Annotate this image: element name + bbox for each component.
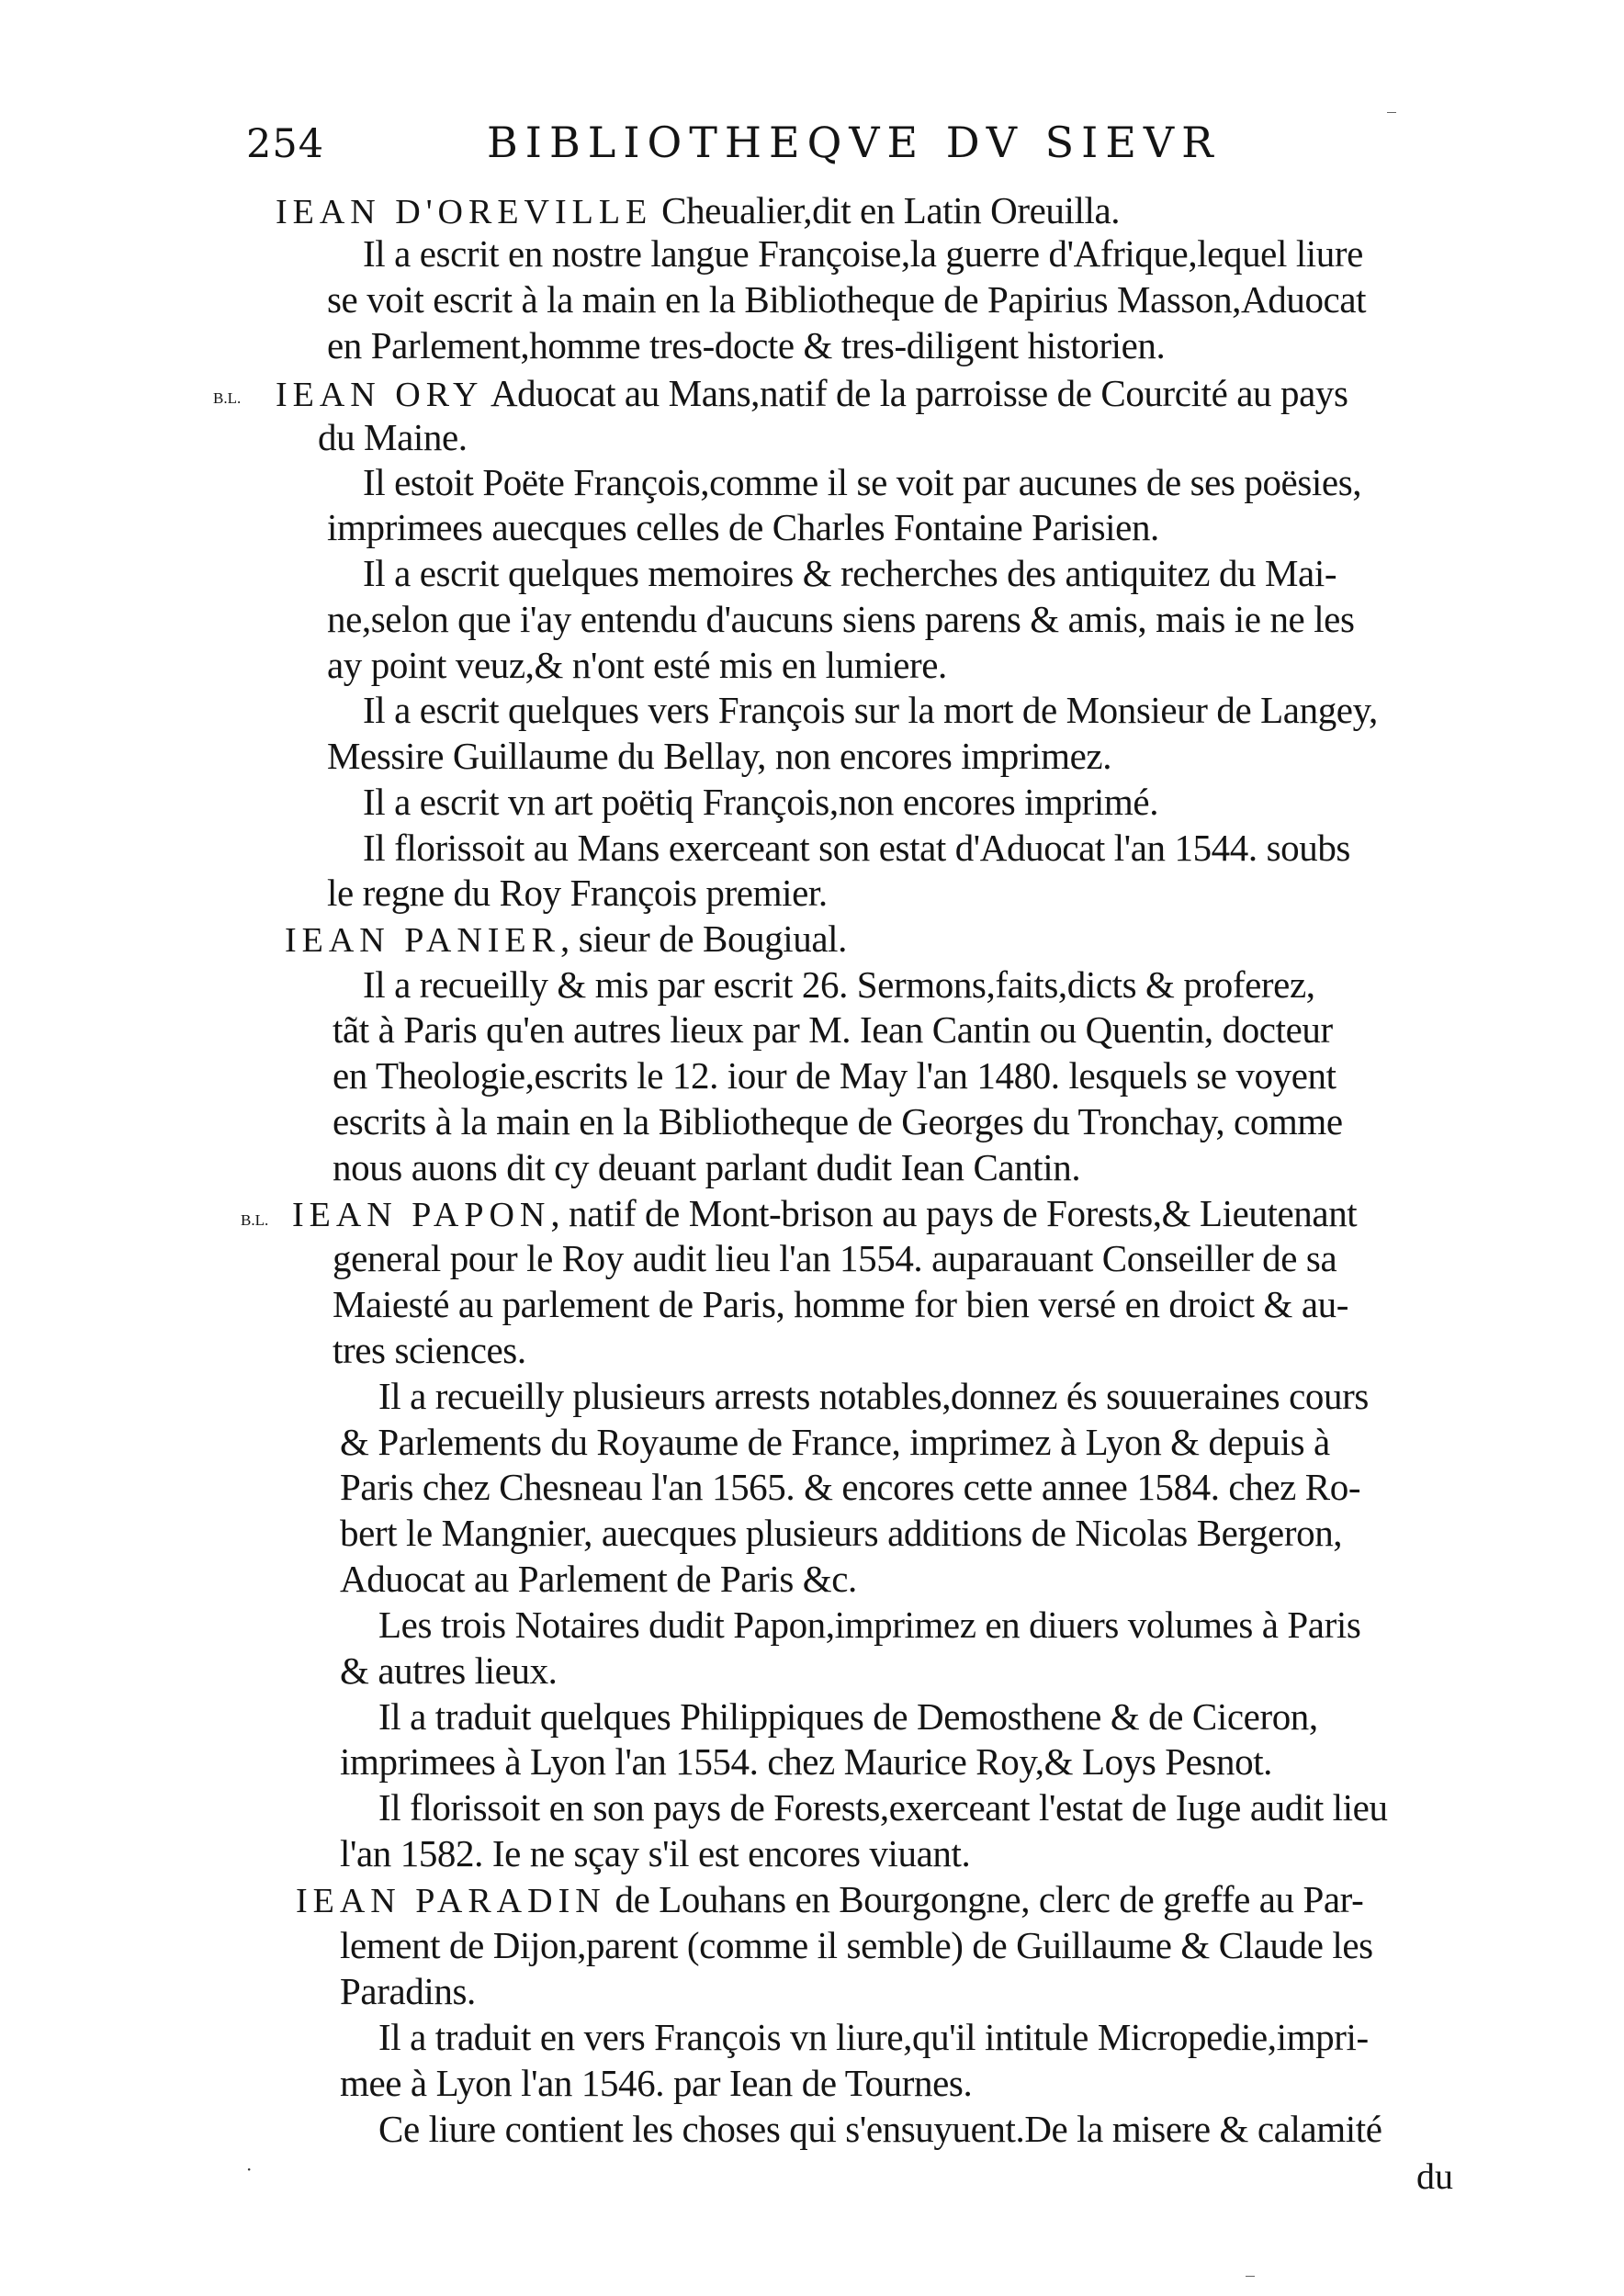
entry-heading [292,1192,1358,1234]
text-line: nous auons dit cy deuant parlant dudit Iean Cantin. [333,1146,1081,1188]
entry-name: IEAN D'OREVILLE [276,193,653,231]
text-line: mee à Lyon l'an 1546. par Iean de Tournes. [340,2062,973,2104]
entry-heading [296,1878,1364,1920]
text-line: ne,selon que i'ay entendu d'aucuns siens parens & amis, mais ie ne les [327,598,1355,640]
text-line: tres sciences. [333,1329,526,1371]
margin-note: B.L. [241,1211,269,1229]
text-line: Il a recueilly plusieurs arrests notables,donnez és souueraines cours [378,1375,1369,1417]
entry-heading-text: , natif de Mont-brison au pays de Forests,& Lieutenant [550,1192,1358,1234]
catchword: du [1416,2155,1453,2197]
text-line: imprimees à Lyon l'an 1554. chez Maurice Roy,& Loys Pesnot. [340,1740,1273,1783]
text-line: du Maine. [318,416,468,458]
text-line: & autres lieux. [340,1649,558,1692]
entry-name: IEAN ORY [276,376,484,414]
text-line: Aduocat au Parlement de Paris &c. [340,1558,857,1600]
entry-name: IEAN PANIER [285,921,560,960]
entry-heading-text: de Louhans en Bourgongne, clerc de greffe au Par- [605,1878,1364,1920]
text-line: Il estoit Poëte François,comme il se voit par aucunes de ses poësies, [363,461,1362,503]
text-line: Il a escrit quelques memoires & recherches des antiquitez du Mai- [363,552,1337,594]
text-line: general pour le Roy audit lieu l'an 1554. auparauant Conseiller de sa [333,1237,1337,1279]
text-line: Il a traduit quelques Philippiques de Demosthene & de Ciceron, [378,1695,1318,1738]
entry-name: IEAN PARADIN [296,1882,606,1920]
entry-heading [285,917,847,960]
text-line: en Theologie,escrits le 12. iour de May l'an 1480. lesquels se voyent [333,1054,1336,1097]
text-line: & Parlements du Royaume de France, imprimez à Lyon & depuis à [340,1421,1330,1463]
page-number: 254 [246,121,325,167]
text-line: Il a escrit en nostre langue Françoise,la guerre d'Afrique,lequel liure [363,232,1363,275]
running-head: BIBLIOTHEQVE DV SIEVR [487,118,1221,167]
text-line: Il a escrit quelques vers François sur la mort de Monsieur de Langey, [363,689,1378,731]
entry-heading [276,372,1348,414]
text-line: ay point veuz,& n'ont esté mis en lumiere. [327,644,947,686]
entry-heading [276,189,1121,231]
entry-heading-text: Aduocat au Mans,natif de la parroisse de Courcité au pays [483,372,1348,414]
ink-speck: ‾ [1246,2272,1255,2294]
ink-speck: ‾ [1387,108,1396,130]
text-line: en Parlement,homme tres-docte & tres-diligent historien. [327,324,1166,366]
text-line: Il a recueilly & mis par escrit 26. Sermons,faits,dicts & proferez, [363,963,1315,1006]
text-line: le regne du Roy François premier. [327,872,828,914]
text-line: Il a escrit vn art poëtiq François,non encores imprimé. [363,781,1159,823]
text-line: Maiesté au parlement de Paris, homme for bien versé en droict & au- [333,1283,1349,1325]
text-line: escrits à la main en la Bibliotheque de Georges du Tronchay, comme [333,1100,1343,1142]
text-line: Il a traduit en vers François vn liure,qu'il intitule Micropedie,impri- [378,2016,1369,2058]
text-line: Ce liure contient les choses qui s'ensuyuent.De la misere & calamité [378,2108,1382,2150]
text-line: tãt à Paris qu'en autres lieux par M. Iean Cantin ou Quentin, docteur [333,1008,1333,1051]
text-line: lement de Dijon,parent (comme il semble) de Guillaume & Claude les [340,1924,1373,1966]
text-line: l'an 1582. Ie ne sçay s'il est encores viuant. [340,1832,971,1874]
text-line: Il florissoit au Mans exerceant son estat d'Aduocat l'an 1544. soubs [363,827,1350,869]
margin-note: B.L. [213,389,242,407]
ink-speck: · [246,2158,253,2180]
entry-heading-text: , sieur de Bougiual. [560,917,847,960]
entry-name: IEAN PAPON [292,1196,551,1234]
text-line: Paris chez Chesneau l'an 1565. & encores cette annee 1584. chez Ro- [340,1466,1361,1508]
text-line: Paradins. [340,1970,476,2012]
text-line: se voit escrit à la main en la Bibliotheque de Papirius Masson,Aduocat [327,278,1367,321]
entry-heading-text: Cheualier,dit en Latin Oreuilla. [652,189,1121,231]
text-line: imprimees auecques celles de Charles Fontaine Parisien. [327,506,1159,548]
text-line: Il florissoit en son pays de Forests,exerceant l'estat de Iuge audit lieu [378,1786,1388,1829]
text-line: Messire Guillaume du Bellay, non encores imprimez. [327,735,1112,777]
text-line: bert le Mangnier, auecques plusieurs additions de Nicolas Bergeron, [340,1512,1343,1554]
page-header [246,118,1270,173]
text-line: Les trois Notaires dudit Papon,imprimez en diuers volumes à Paris [378,1604,1361,1646]
